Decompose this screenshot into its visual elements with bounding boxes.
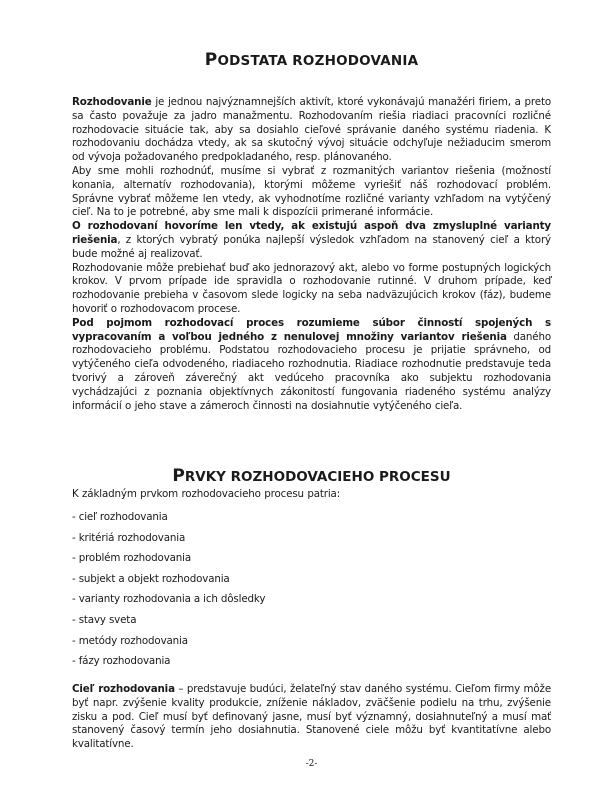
list-intro [72, 488, 551, 502]
list-item: - kritériá rozhodovania [72, 531, 186, 544]
list-item: - cieľ rozhodovania [72, 511, 168, 523]
list-item: - subjekt a objekt rozhodovania [72, 572, 230, 585]
paragraph-text: daného rozhodovacieho problému. Podstatou rozhodovacieho procesu je prijatie správneho, od vytýčeného cieľa odvodeného, riadiaceho rozhodnutia. Riadiace rozhodnutie predstavuje teda tvorivý a zároveň záverečný akt vedúceho pracovníka ako subjektu rozhodovania vychádzajúci z poznania objektívnych zákonitostí fungovania riadeného systému analýzy informácií o jeho stave a zámeroch činnosti na dosiahnutie vytýčeného cieľa. [72, 330, 551, 412]
bold-definition: Pod pojmom rozhodovací proces rozumieme súbor činností spojených s vypracovaním a voľbou jedného z nenulovej množiny variantov riešenia [72, 316, 551, 343]
term-ciel: Cieľ rozhodovania [72, 683, 175, 695]
heading-initial: P [172, 466, 185, 486]
title-rest: ODSTATA ROZHODOVANIA [217, 53, 419, 69]
page-number: -2- [305, 759, 318, 769]
section-ciel [72, 683, 551, 752]
list-item: - metódy rozhodovania [72, 634, 188, 647]
heading-rest: RVKY ROZHODOVACIEHO PROCESU [184, 469, 451, 485]
list-item: - stavy sveta [72, 613, 137, 626]
paragraph-goal [72, 683, 551, 752]
list-item: - varianty rozhodovania a ich dôsledky [72, 593, 266, 606]
section-podstata [72, 96, 551, 413]
paragraph-definition [72, 96, 551, 165]
paragraph-text: je jednou najvýznamnejších aktivít, ktoré vykonávajú manažéri firiem, a preto sa často považuje za jadro manažmentu. Rozhodovaním riešia riadiaci pracovníci rozličné rozhodovacie situácie tak, aby sa dosiahlo cieľové správanie daného systému riadenia. K rozhodovaniu dochádza vtedy, ak sa skutočný vývoj situácie odchyľuje nežiaducim smerom od vývoja požadovaného predpokladaného, resp. plánovaného. [72, 96, 551, 164]
paragraph-condition [72, 220, 551, 261]
bold-statement: O rozhodovaní hovoríme len vtedy, ak existujú aspoň dva zmysluplné varianty riešenia [72, 220, 551, 246]
title-initial: P [204, 50, 218, 70]
page-title [72, 50, 551, 70]
paragraph-text: , z ktorých vybratý ponúka najlepší výsledok vzhľadom na stanovený cieľ a ktorý bude možné aj realizovať. [72, 233, 551, 260]
section-heading-prvky [72, 466, 551, 486]
paragraph-process [72, 317, 551, 414]
paragraph-forms: Rozhodovanie môže prebiehať buď ako jednorazový akt, alebo vo forme postupných logických krokov. V prvom prípade ide spravidla o rozhodovanie rutinné. V druhom prípade, keď rozhodovanie prebieha v časovom slede logicky na seba nadväzujúcich krokov (fáz), budeme hovoriť o rozhodovacom procese. [72, 261, 551, 315]
elements-list [72, 507, 265, 672]
list-item: - problém rozhodovania [72, 552, 192, 565]
list-item: - fázy rozhodovania [72, 655, 171, 668]
list-intro-text: K základným prvkom rozhodovacieho procesu patria: [72, 488, 341, 500]
paragraph-text: – predstavuje budúci, želateľný stav daného systému. Cieľom firmy môže byť napr. zvýšenie kvality produkcie, zníženie nákladov, zväčšenie podielu na trhu, zvýšenie zisku a pod. Cieľ musí byť definovaný jasne, musí byť významný, dosiahnuteľný a musí mať stanovený časový termín jeho dosiahnutia. Stanovené ciele môžu byť kvantitatívne alebo kvalitatívne. [72, 683, 551, 751]
term-rozhodovanie: Rozhodovanie [72, 96, 152, 108]
paragraph-variants: Aby sme mohli rozhodnúť, musíme si vybrať z rozmanitých variantov riešenia (možností konania, alternatív rozhodovania), ktorými môžeme vyriešiť náš rozhodovací problém. Správne vybrať môžeme len vtedy, ak vyhodnotíme rozličné varianty vzhľadom na vytýčený cieľ. Na to je potrebné, aby sme mali k dispozícii primerané informácie. [72, 164, 551, 219]
